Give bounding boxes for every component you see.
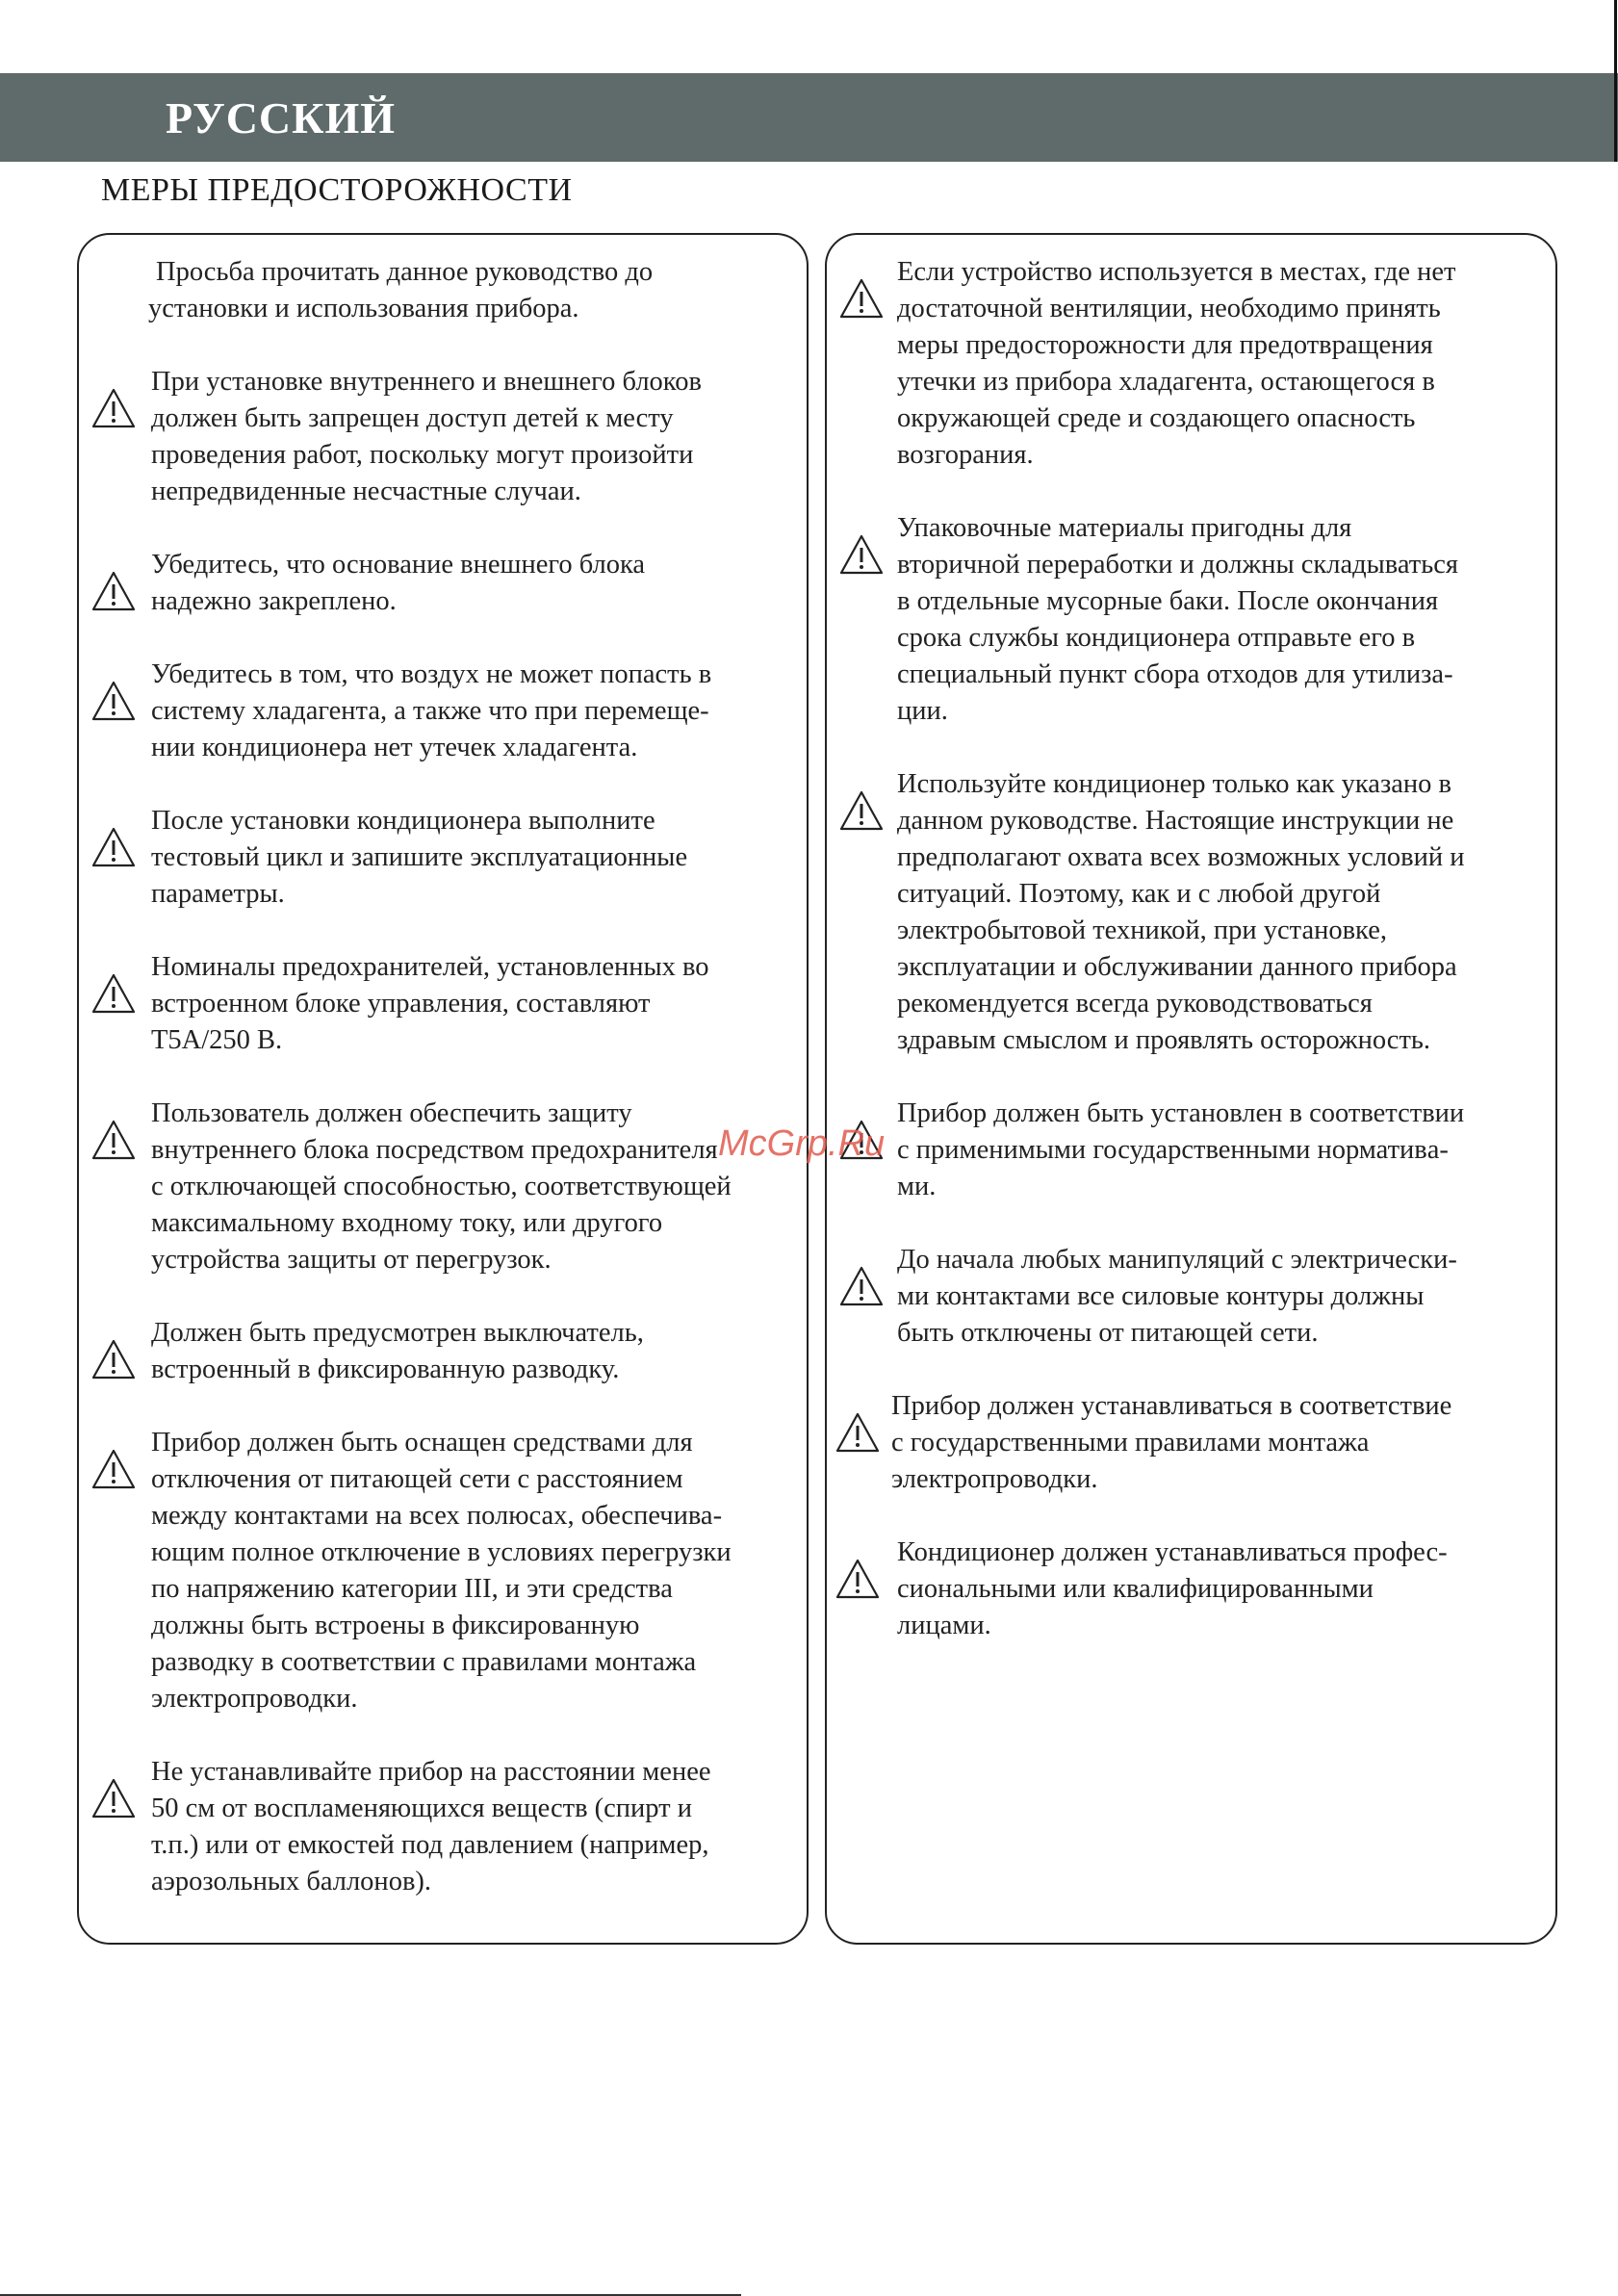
warning-triangle-icon <box>838 533 885 576</box>
right-item-6-text: Прибор должен устанавливаться в соответствие с государственными правилами монтажа электропроводки. <box>891 1391 1452 1494</box>
warning-triangle-icon <box>90 972 137 1015</box>
warning-triangle-icon <box>90 1448 137 1490</box>
warning-triangle-icon <box>835 1558 881 1600</box>
right-item-3-text: Используйте кондиционер только как указано в данном руководстве. Настоящие инструкции не предполагают охвата всех возможных условий и ситуаций. Поэтому, как и с любой другой электробытовой техникой, при установке, эксплуатации и обслуживании данного прибора рекомендуется всегда руководствоваться здравым смыслом и проявлять осторожность. <box>897 769 1465 1055</box>
right-item-7-text: Кондиционер должен устанавливаться профес- сиональными или квалифицированными лицами. <box>897 1537 1448 1640</box>
left-item-4-text: После установки кондиционера выполните тестовый цикл и запишите эксплуатационные параметры. <box>151 806 688 909</box>
left-item-5-text: Номиналы предохранителей, установленных во встроенном блоке управления, составляют T5A/250 В. <box>151 952 709 1055</box>
right-item-2-text: Упаковочные материалы пригодны для вторичной переработки и должны складываться в отдельные мусорные баки. После окончания срока службы кондиционера отправьте его в специальный пункт сбора отходов для утилиза- ции. <box>897 513 1458 726</box>
left-item-6-text: Пользователь должен обеспечить защиту внутреннего блока посредством предохранителя с отключающей способностью, соответствующей максимальному входному току, или другого устройства защиты от перегрузок. <box>151 1098 732 1275</box>
warning-triangle-icon <box>90 1777 137 1819</box>
language-title: РУССКИЙ <box>166 93 397 142</box>
warning-triangle-icon <box>90 1119 137 1161</box>
right-item-4-text: Прибор должен быть установлен в соответствии с применимыми государственными нормативa- ми. <box>897 1098 1465 1201</box>
left-precautions-box <box>77 233 809 1945</box>
intro-text: Просьба прочитать данное руководство до установки и использования прибора. <box>148 257 654 323</box>
watermark: McGrp.Ru <box>718 1123 886 1164</box>
right-precautions-box <box>825 233 1557 1945</box>
left-item-3-text: Убедитесь в том, что воздух не может попасть в систему хладагента, а также что при перемеще- нии кондиционера нет утечек хладагента. <box>151 659 712 762</box>
warning-triangle-icon <box>90 680 137 722</box>
right-item-1-text: Если устройство используется в местах, где нет достаточной вентиляции, необходимо принять меры предосторожности для предотвращения утечки из прибора хладагента, остающегося в окружающей среде и создающего опасность возгорания. <box>897 257 1456 470</box>
warning-triangle-icon <box>90 387 137 429</box>
warning-triangle-icon <box>838 277 885 320</box>
section-title: МЕРЫ ПРЕДОСТОРОЖНОСТИ <box>101 172 573 208</box>
warning-triangle-icon <box>838 1265 885 1307</box>
warning-triangle-icon <box>90 826 137 868</box>
warning-triangle-icon <box>838 789 885 832</box>
warning-triangle-icon <box>90 570 137 612</box>
warning-triangle-icon <box>835 1411 881 1454</box>
right-item-5-text: До начала любых манипуляций с электрически- ми контактами все силовые контуры должны быть отключены от питающей сети. <box>897 1245 1457 1348</box>
left-item-2-text: Убедитесь, что основание внешнего блока надежно закреплено. <box>151 550 646 616</box>
left-item-9-text: Не устанавливайте прибор на расстоянии менее 50 см от воспламеняющихся веществ (спирт и т.п.) или от емкостей под давлением (например, аэрозольных баллонов). <box>151 1757 711 1896</box>
left-item-7-text: Должен быть предусмотрен выключатель, встроенный в фиксированную разводку. <box>151 1318 644 1384</box>
left-item-8-text: Прибор должен быть оснащен средствами для отключения от питающей сети с расстоянием между контактами на всех полюсах, обеспечива- ющим полное отключение в условиях перегрузки по напряжению категории III, и эти средства должны быть встроены в фиксированную разводку в соответствии с правилами монтажа электропроводки. <box>151 1428 732 1714</box>
left-item-1-text: При установке внутреннего и внешнего блоков должен быть запрещен доступ детей к месту проведения работ, поскольку могут произойти непредвиденные несчастные случаи. <box>151 367 702 506</box>
header-edge-line <box>1614 0 1617 162</box>
warning-triangle-icon <box>90 1338 137 1380</box>
